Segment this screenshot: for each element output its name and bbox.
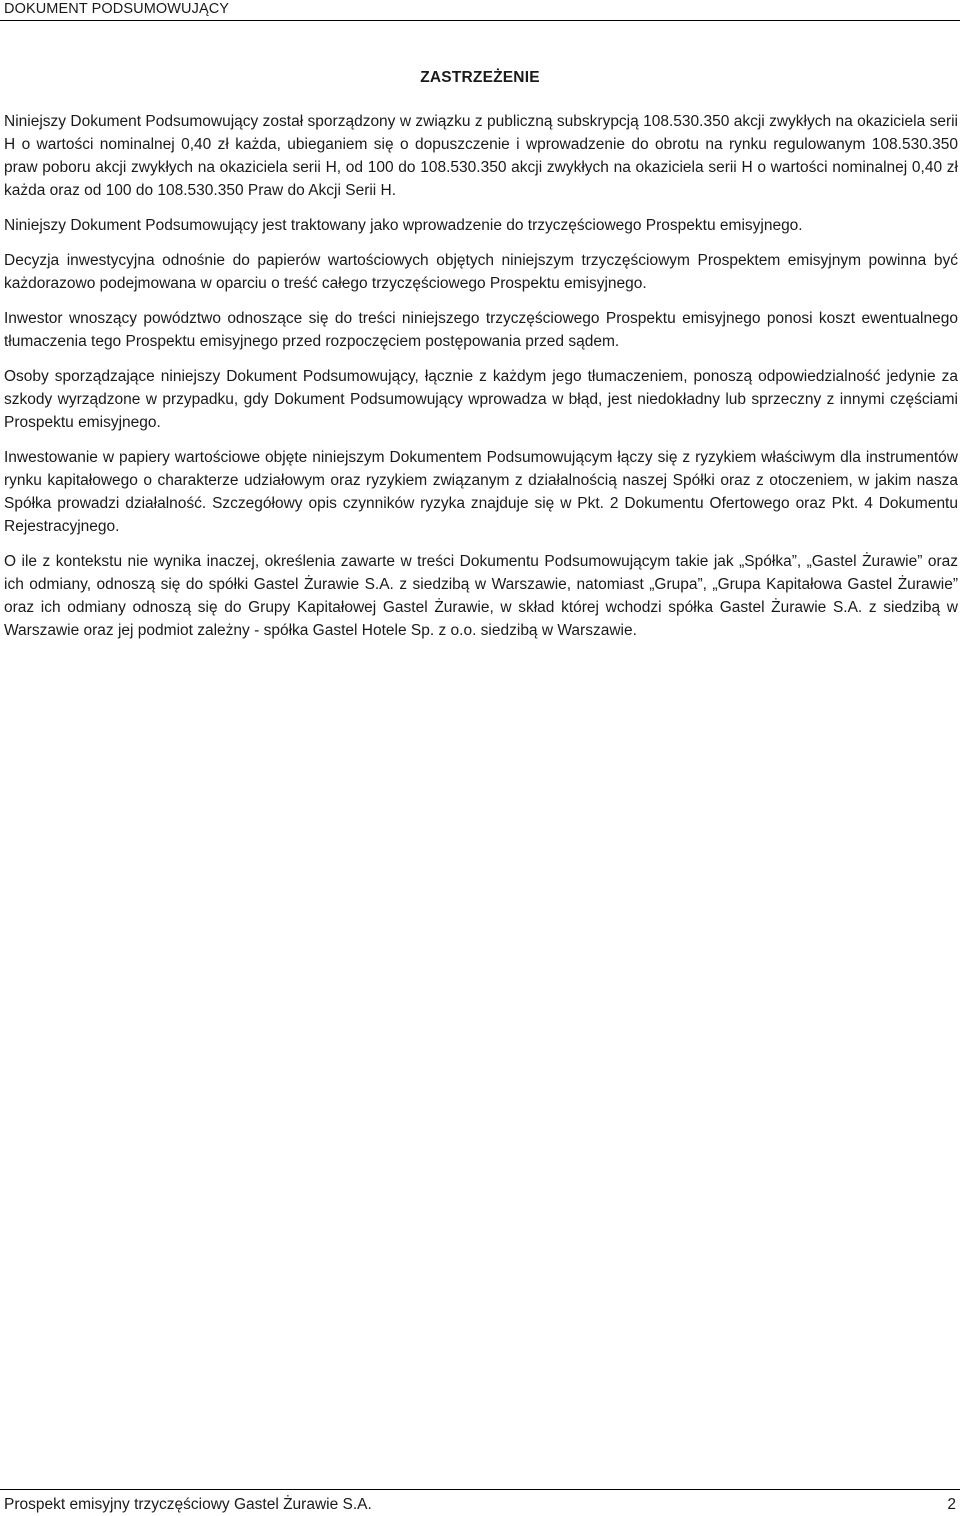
running-header: DOKUMENT PODSUMOWUJĄCY: [4, 1, 230, 17]
page-number: 2: [947, 1496, 956, 1513]
paragraph-liability: Osoby sporządzające niniejszy Dokument Podsumowujący, łącznie z każdym jego tłumaczeniem, ponoszą odpowiedzialność jedynie za szkody wyrządzone w przypadku, gdy Dokument Podsumowujący wprowadza w błąd, jest niedokładny lub sprzeczny z innymi częściami Prospektu emisyjnego.: [4, 368, 958, 431]
footer-document-name: Prospekt emisyjny trzyczęściowy Gastel Żurawie S.A.: [4, 1496, 372, 1513]
paragraph-definitions: O ile z kontekstu nie wynika inaczej, określenia zawarte w treści Dokumentu Podsumowującym takie jak „Spółka”, „Gastel Żurawie” oraz ich odmiany, odnoszą się do spółki Gastel Żurawie S.A. z siedzibą w Warszawie, natomiast „Grupa”, „Grupa Kapitałowa Gastel Żurawie” oraz ich odmiany odnoszą się do Grupy Kapitałowej Gastel Żurawie, w skład której wchodzi spółka Gastel Żurawie S.A. z siedzibą w Warszawie oraz jej podmiot zależny - spółka Gastel Hotele Sp. z o.o. siedzibą w Warszawie.: [4, 553, 958, 639]
paragraph-introduction: Niniejszy Dokument Podsumowujący jest traktowany jako wprowadzenie do trzyczęściowego Prospektu emisyjnego.: [4, 217, 803, 234]
section-body: [4, 110, 958, 654]
paragraph-risk: Inwestowanie w papiery wartościowe objęte niniejszym Dokumentem Podsumowującym łączy się z ryzykiem właściwym dla instrumentów rynku kapitałowego o charakterze udziałowym oraz ryzykiem związanym z działalnością naszej Spółki oraz z otoczeniem, w jakim nasza Spółka prowadzi działalność. Szczegółowy opis czynników ryzyka znajduje się w Pkt. 2 Dokumentu Ofertowego oraz Pkt. 4 Dokumentu Rejestracyjnego.: [4, 449, 958, 535]
paragraph-translation-cost: Inwestor wnoszący powództwo odnoszące się do treści niniejszego trzyczęściowego Prospektu emisyjnego ponosi koszt ewentualnego tłumaczenia tego Prospektu emisyjnego przed rozpoczęciem postępowania przed sądem.: [4, 310, 958, 350]
section-title: ZASTRZEŻENIE: [420, 69, 540, 86]
paragraph-subscription: Niniejszy Dokument Podsumowujący został sporządzony w związku z publiczną subskrypcją 108.530.350 akcji zwykłych na okaziciela serii H o wartości nominalnej 0,40 zł każda, ubieganiem się o dopuszczenie i wprowadzenie do obrotu na rynku regulowanym 108.530.350 praw poboru akcji zwykłych na okaziciela serii H, od 100 do 108.530.350 akcji zwykłych na okaziciela serii H o wartości nominalnej 0,40 zł każda oraz od 100 do 108.530.350 Praw do Akcji Serii H.: [4, 113, 958, 199]
header-divider: [0, 20, 960, 21]
paragraph-investment-decision: Decyzja inwestycyjna odnośnie do papierów wartościowych objętych niniejszym trzyczęściowym Prospektem emisyjnym powinna być każdorazowo podejmowana w oparciu o treść całego trzyczęściowego Prospektu emisyjnego.: [4, 252, 958, 292]
footer-divider: [0, 1489, 960, 1490]
